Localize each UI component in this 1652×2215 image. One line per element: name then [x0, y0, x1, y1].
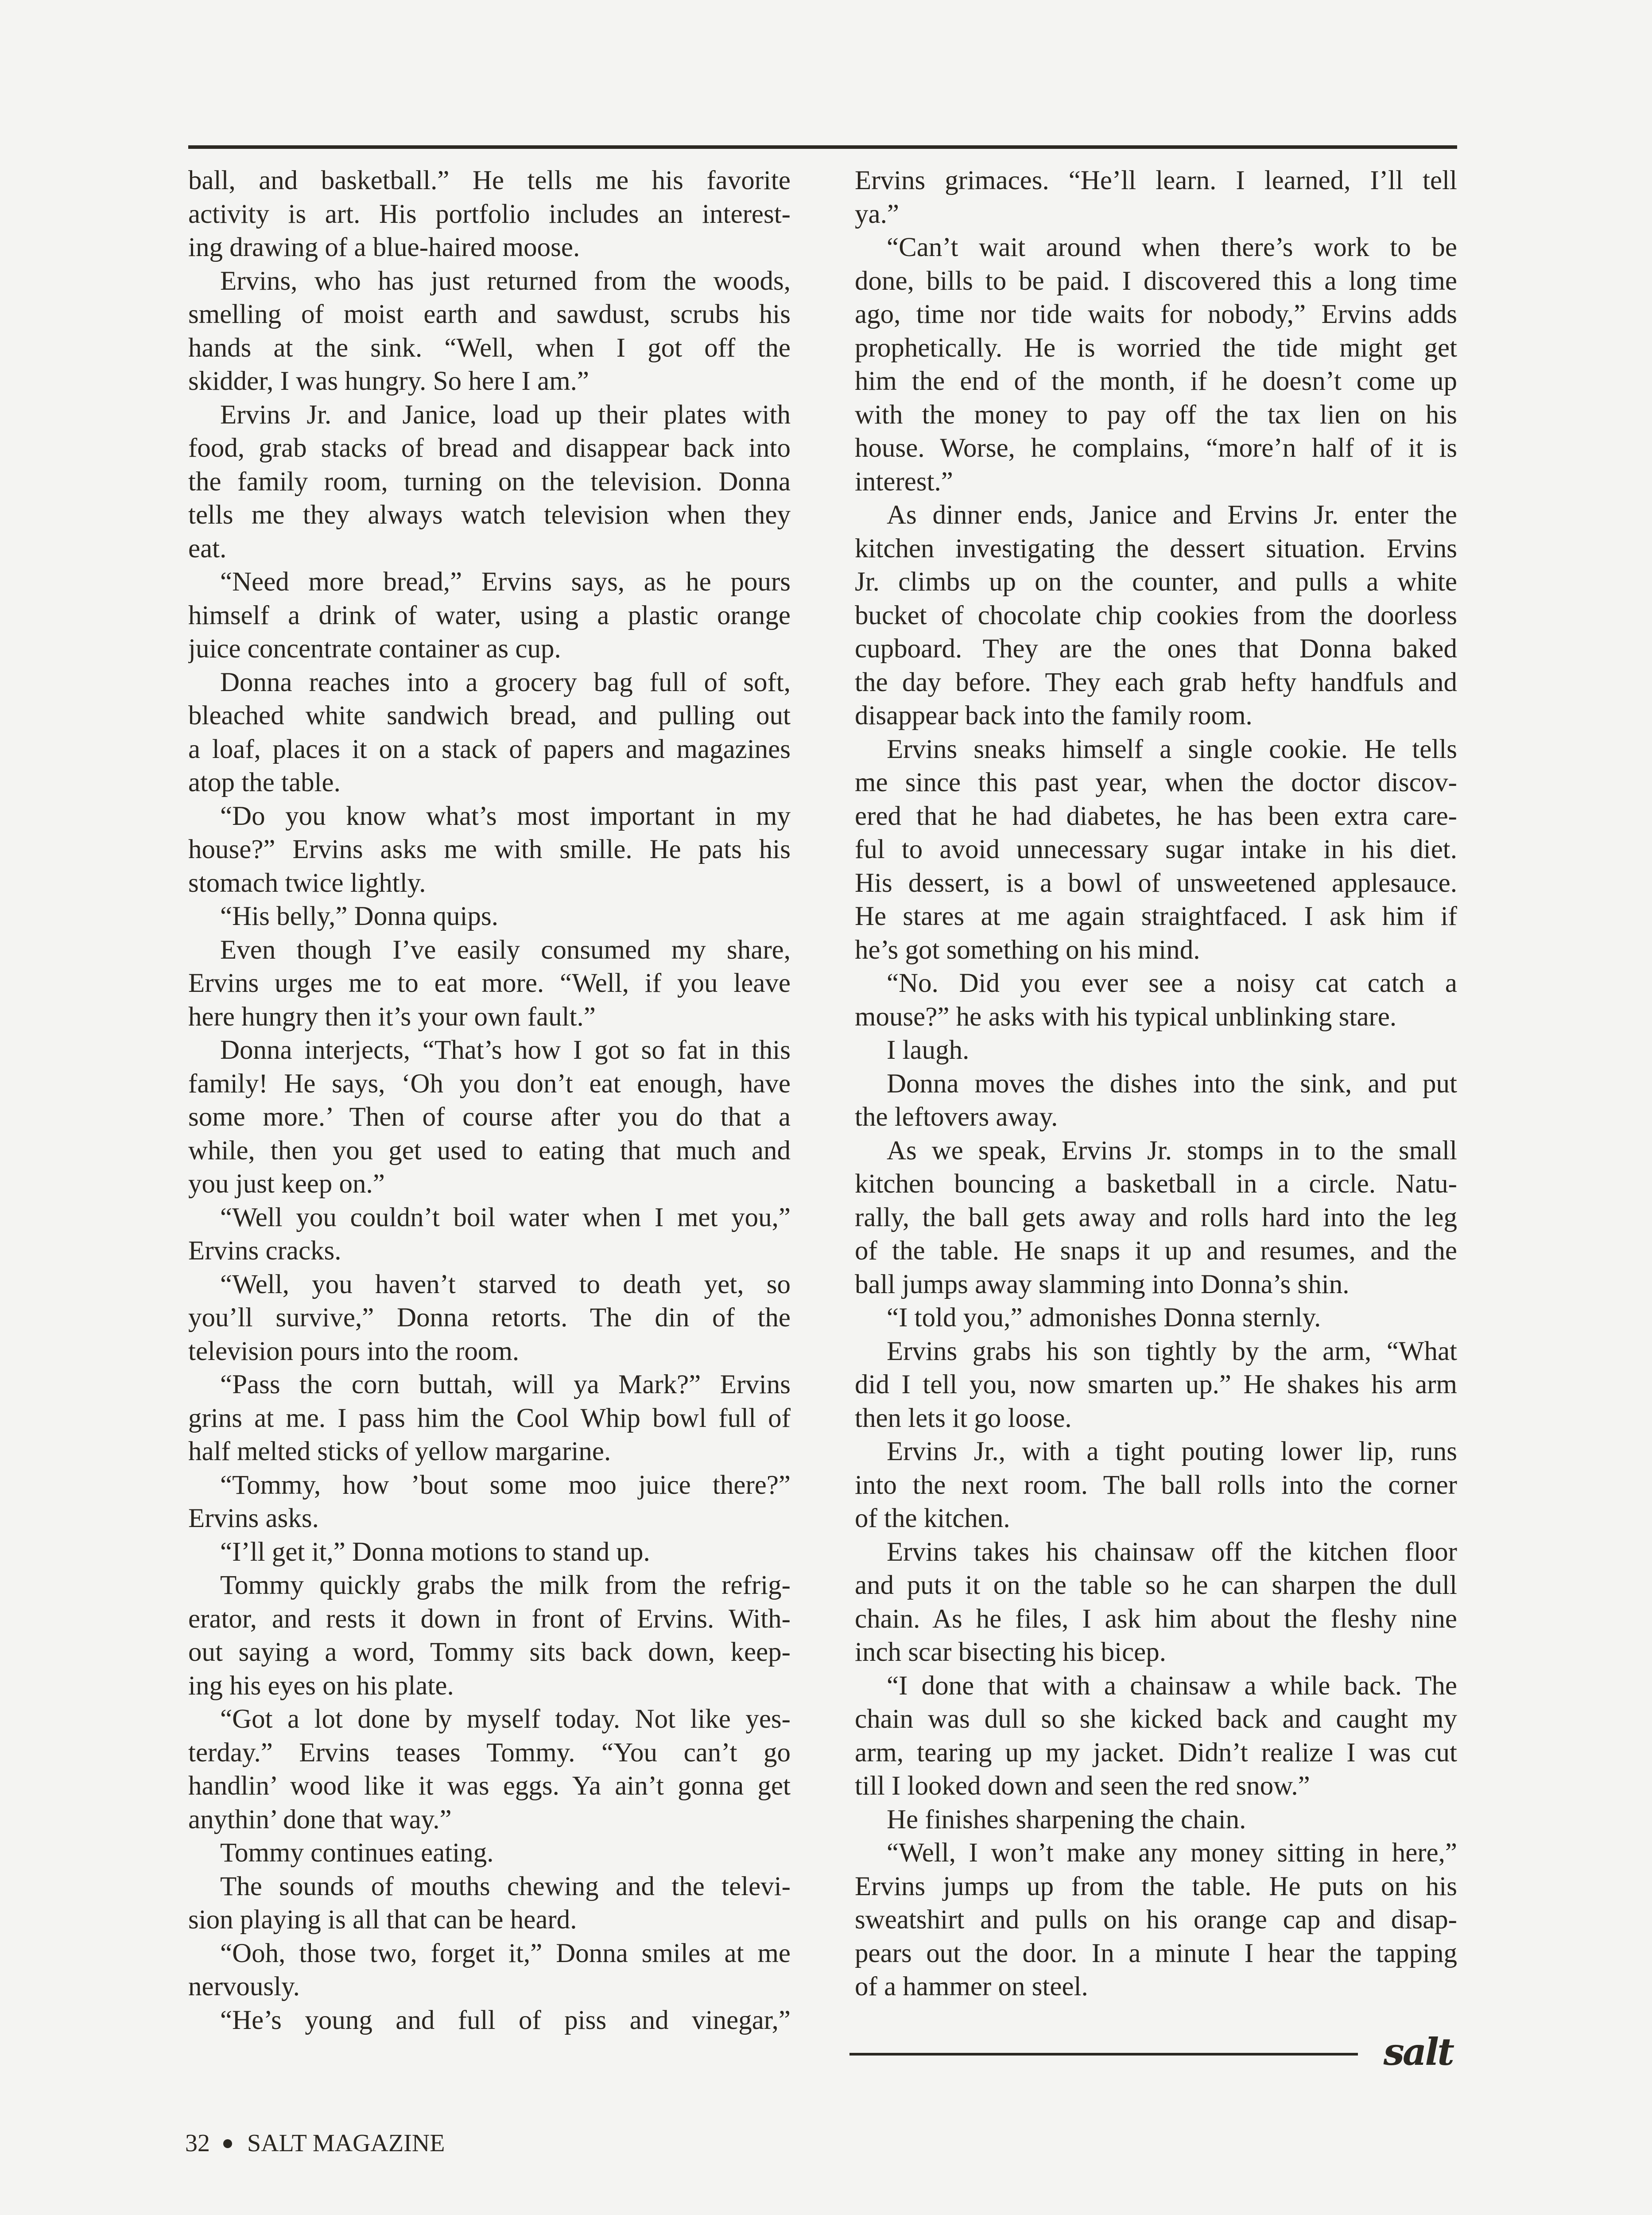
- text-line: ball jumps away slamming into Donna’s shin.: [855, 1269, 1350, 1299]
- text-line: “No. Did you ever see a noisy cat catch a: [887, 968, 1457, 998]
- text-line: As we speak, Ervins Jr. stomps in to the small: [887, 1135, 1457, 1166]
- text-line: “Well you couldn’t boil water when I met you,”: [220, 1202, 791, 1232]
- text-line: chain. As he files, I ask him about the fleshy nine: [855, 1604, 1457, 1634]
- text-line: ing his eyes on his plate.: [188, 1671, 454, 1701]
- text-line: chain was dull so she kicked back and caught my: [855, 1704, 1457, 1734]
- text-line: sweatshirt and pulls on his orange cap and disap-: [855, 1905, 1457, 1935]
- text-line: kitchen bouncing a basketball in a circle. Natu-: [855, 1169, 1457, 1199]
- text-line: He finishes sharpening the chain.: [887, 1804, 1246, 1834]
- text-line: Ervins asks.: [188, 1504, 319, 1533]
- text-line: you’ll survive,” Donna retorts. The din of the: [188, 1303, 791, 1333]
- top-rule: [188, 145, 1457, 149]
- text-line: ing drawing of a blue-haired moose.: [188, 233, 580, 262]
- text-line: Ervins jumps up from the table. He puts on his: [855, 1871, 1457, 1901]
- text-line: you just keep on.”: [188, 1169, 385, 1199]
- text-line: prophetically. He is worried the tide might get: [855, 333, 1457, 363]
- text-line: tells me they always watch television when they: [188, 500, 791, 530]
- end-rule: [849, 2053, 1358, 2056]
- page-footer: [185, 2129, 445, 2157]
- text-line: me since this past year, when the doctor discov-: [855, 768, 1457, 797]
- text-line: arm, tearing up my jacket. Didn’t realize I was cut: [855, 1737, 1457, 1768]
- text-line: of the kitchen.: [855, 1504, 1010, 1533]
- text-line: him the end of the month, if he doesn’t come up: [855, 366, 1457, 396]
- text-line: eat.: [188, 533, 227, 563]
- text-line: Ervins urges me to eat more. “Well, if you leave: [188, 968, 791, 998]
- text-line: atop the table.: [188, 768, 341, 797]
- text-line: Donna reaches into a grocery bag full of soft,: [220, 667, 791, 697]
- text-line: ya.”: [855, 199, 899, 229]
- text-line: he’s got something on his mind.: [855, 935, 1200, 965]
- text-line: erator, and rests it down in front of Ervins. With-: [188, 1604, 791, 1634]
- text-line: His dessert, is a bowl of unsweetened applesauce.: [855, 868, 1457, 898]
- text-line: smelling of moist earth and sawdust, scrubs his: [188, 299, 791, 329]
- text-line: ered that he had diabetes, he has been extra care-: [855, 801, 1457, 831]
- text-line: “Well, I won’t make any money sitting in here,”: [887, 1838, 1457, 1868]
- text-line: food, grab stacks of bread and disappear back into: [188, 433, 791, 463]
- text-line: pears out the door. In a minute I hear the tapping: [855, 1938, 1457, 1968]
- text-line: rally, the ball gets away and rolls hard into the leg: [855, 1202, 1457, 1232]
- text-line: the day before. They each grab hefty handfuls and: [855, 667, 1457, 697]
- publication-name: SALT MAGAZINE: [247, 2130, 445, 2157]
- article-column-left: [188, 164, 791, 2037]
- text-line: I laugh.: [887, 1035, 969, 1065]
- text-line: television pours into the room.: [188, 1336, 520, 1366]
- text-line: He stares at me again straightfaced. I ask him if: [855, 902, 1457, 931]
- text-line: mouse?” he asks with his typical unblinking stare.: [855, 1002, 1397, 1032]
- text-line: disappear back into the family room.: [855, 701, 1253, 731]
- text-line: of the table. He snaps it up and resumes, and the: [855, 1236, 1457, 1266]
- text-line: “His belly,” Donna quips.: [220, 902, 498, 931]
- text-line: of a hammer on steel.: [855, 1972, 1088, 2001]
- article-column-right: [855, 164, 1457, 2004]
- end-of-article-mark: [849, 2030, 1457, 2082]
- text-line: Ervins grimaces. “He’ll learn. I learned, I’ll tell: [855, 166, 1457, 195]
- text-line: cupboard. They are the ones that Donna baked: [855, 634, 1457, 664]
- text-line: ful to avoid unnecessary sugar intake in his diet.: [855, 835, 1457, 864]
- text-line: the leftovers away.: [855, 1102, 1058, 1132]
- text-line: stomach twice lightly.: [188, 868, 426, 898]
- text-line: Tommy quickly grabs the milk from the refrig-: [220, 1570, 791, 1600]
- text-line: “Do you know what’s most important in my: [220, 801, 791, 831]
- text-line: Ervins takes his chainsaw off the kitchen floor: [887, 1537, 1457, 1567]
- text-line: then lets it go loose.: [855, 1403, 1072, 1433]
- text-line: terday.” Ervins teases Tommy. “You can’t go: [188, 1737, 791, 1768]
- text-line: hands at the sink. “Well, when I got off the: [188, 333, 791, 363]
- text-line: Ervins grabs his son tightly by the arm, “What: [887, 1336, 1457, 1366]
- text-line: Donna moves the dishes into the sink, and put: [887, 1069, 1457, 1099]
- text-line: interest.”: [855, 466, 953, 497]
- page-number: 32: [185, 2130, 210, 2157]
- salt-signature: salt: [1383, 2030, 1453, 2074]
- text-line: “Got a lot done by myself today. Not like yes-: [220, 1704, 791, 1734]
- text-line: activity is art. His portfolio includes an interest-: [188, 199, 791, 229]
- text-line: till I looked down and seen the red snow.”: [855, 1771, 1310, 1801]
- text-line: Ervins Jr., with a tight pouting lower lip, runs: [887, 1437, 1457, 1466]
- text-line: juice concentrate container as cup.: [188, 634, 561, 664]
- text-line: skidder, I was hungry. So here I am.”: [188, 366, 589, 396]
- text-line: ago, time nor tide waits for nobody,” Ervins adds: [855, 299, 1457, 329]
- text-line: “Need more bread,” Ervins says, as he pours: [220, 567, 791, 597]
- text-line: sion playing is all that can be heard.: [188, 1905, 577, 1935]
- text-line: some more.’ Then of course after you do that a: [188, 1102, 791, 1132]
- text-line: “I’ll get it,” Donna motions to stand up.: [220, 1537, 650, 1567]
- text-line: house. Worse, he complains, “more’n half of it is: [855, 433, 1457, 463]
- bullet-separator: [223, 2139, 232, 2148]
- text-line: and puts it on the table so he can sharpen the dull: [855, 1570, 1457, 1600]
- text-line: out saying a word, Tommy sits back down, keep-: [188, 1637, 791, 1667]
- text-line: with the money to pay off the tax lien on his: [855, 400, 1457, 430]
- text-line: bleached white sandwich bread, and pulling out: [188, 701, 791, 731]
- text-line: Even though I’ve easily consumed my share,: [220, 935, 791, 965]
- text-line: “I done that with a chainsaw a while back. The: [887, 1671, 1457, 1701]
- text-line: the family room, turning on the television. Donna: [188, 466, 791, 497]
- text-line: anythin’ done that way.”: [188, 1804, 452, 1834]
- text-line: did I tell you, now smarten up.” He shakes his arm: [855, 1370, 1457, 1399]
- text-line: “Pass the corn buttah, will ya Mark?” Ervins: [220, 1370, 791, 1399]
- text-line: grins at me. I pass him the Cool Whip bowl full of: [188, 1403, 791, 1433]
- text-line: ball, and basketball.” He tells me his favorite: [188, 166, 791, 195]
- text-line: “Tommy, how ’bout some moo juice there?”: [220, 1470, 791, 1500]
- text-line: The sounds of mouths chewing and the televi-: [220, 1871, 791, 1901]
- text-line: kitchen investigating the dessert situation. Ervins: [855, 533, 1457, 563]
- text-line: As dinner ends, Janice and Ervins Jr. enter the: [887, 500, 1457, 530]
- text-line: nervously.: [188, 1972, 300, 2001]
- text-line: Jr. climbs up on the counter, and pulls a white: [855, 567, 1457, 597]
- text-line: Donna interjects, “That’s how I got so fat in this: [220, 1035, 791, 1065]
- text-line: inch scar bisecting his bicep.: [855, 1637, 1166, 1667]
- text-line: “Well, you haven’t starved to death yet, so: [220, 1269, 791, 1299]
- text-line: into the next room. The ball rolls into the corner: [855, 1470, 1457, 1500]
- text-line: house?” Ervins asks me with smille. He pats his: [188, 835, 791, 864]
- text-line: “Can’t wait around when there’s work to be: [887, 233, 1457, 262]
- text-line: Ervins Jr. and Janice, load up their plates with: [220, 400, 791, 430]
- text-line: “I told you,” admonishes Donna sternly.: [887, 1303, 1321, 1333]
- text-line: family! He says, ‘Oh you don’t eat enough, have: [188, 1069, 791, 1099]
- text-line: Ervins cracks.: [188, 1236, 341, 1266]
- text-line: done, bills to be paid. I discovered this a long time: [855, 266, 1457, 296]
- text-line: himself a drink of water, using a plastic orange: [188, 600, 791, 630]
- text-line: “He’s young and full of piss and vinegar,”: [220, 2005, 791, 2035]
- text-line: handlin’ wood like it was eggs. Ya ain’t gonna get: [188, 1771, 791, 1801]
- text-line: a loaf, places it on a stack of papers and magazines: [188, 734, 791, 764]
- text-line: bucket of chocolate chip cookies from the doorless: [855, 600, 1457, 630]
- text-line: here hungry then it’s your own fault.”: [188, 1002, 596, 1032]
- text-line: Ervins sneaks himself a single cookie. He tells: [887, 734, 1457, 764]
- text-line: Tommy continues eating.: [220, 1838, 494, 1868]
- text-line: Ervins, who has just returned from the woods,: [220, 266, 791, 296]
- text-line: half melted sticks of yellow margarine.: [188, 1437, 611, 1466]
- text-line: while, then you get used to eating that much and: [188, 1135, 791, 1166]
- text-line: “Ooh, those two, forget it,” Donna smiles at me: [220, 1938, 791, 1968]
